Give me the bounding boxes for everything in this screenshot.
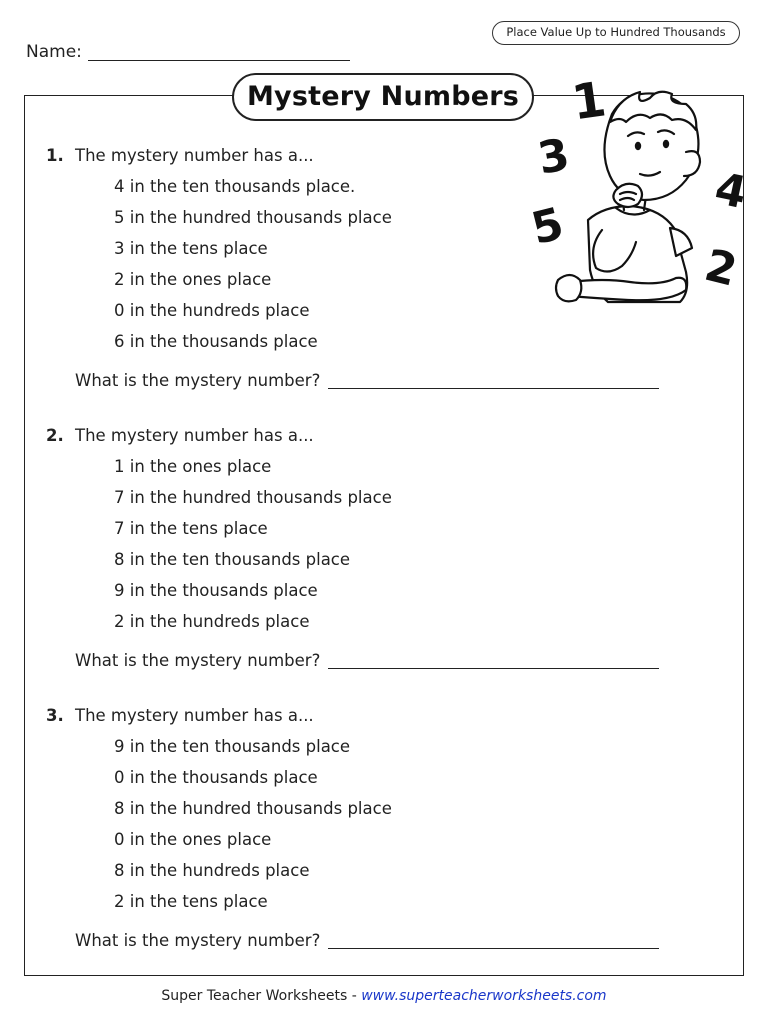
problem-number: 2. bbox=[46, 426, 64, 445]
name-label: Name: bbox=[26, 42, 82, 62]
problem-intro: The mystery number has a... bbox=[75, 146, 314, 165]
footer-text: Super Teacher Worksheets - bbox=[161, 988, 362, 1004]
clue: 2 in the hundreds place bbox=[114, 612, 310, 631]
clue: 0 in the hundreds place bbox=[114, 301, 310, 320]
worksheet-title: Mystery Numbers bbox=[232, 73, 534, 121]
clue: 0 in the thousands place bbox=[114, 768, 318, 787]
answer-prompt: What is the mystery number? bbox=[75, 651, 321, 670]
digit-three: 3 bbox=[534, 129, 574, 185]
thinking-kid-illustration bbox=[500, 70, 760, 320]
clue: 9 in the thousands place bbox=[114, 581, 318, 600]
clue: 3 in the tens place bbox=[114, 239, 268, 258]
digit-two: 2 bbox=[699, 239, 742, 297]
problem-number: 1. bbox=[46, 146, 64, 165]
problem-intro: The mystery number has a... bbox=[75, 426, 314, 445]
footer-link[interactable]: www.superteacherworksheets.com bbox=[361, 988, 607, 1004]
clue: 5 in the hundred thousands place bbox=[114, 208, 392, 227]
clue: 1 in the ones place bbox=[114, 457, 272, 476]
name-input-line[interactable] bbox=[88, 60, 350, 61]
clue: 0 in the ones place bbox=[114, 830, 272, 849]
problem-number: 3. bbox=[46, 706, 64, 725]
digit-one: 1 bbox=[568, 71, 610, 132]
answer-prompt: What is the mystery number? bbox=[75, 931, 321, 950]
answer-prompt: What is the mystery number? bbox=[75, 371, 321, 390]
digit-five: 5 bbox=[526, 198, 569, 256]
clue: 7 in the tens place bbox=[114, 519, 268, 538]
clue: 8 in the ten thousands place bbox=[114, 550, 351, 569]
clue: 2 in the ones place bbox=[114, 270, 272, 289]
answer-line[interactable] bbox=[328, 668, 659, 669]
clue: 6 in the thousands place bbox=[114, 332, 318, 351]
clue: 9 in the ten thousands place bbox=[114, 737, 351, 756]
problem-intro: The mystery number has a... bbox=[75, 706, 314, 725]
topic-badge: Place Value Up to Hundred Thousands bbox=[492, 21, 740, 45]
answer-line[interactable] bbox=[328, 948, 659, 949]
answer-line[interactable] bbox=[328, 388, 659, 389]
clue: 2 in the tens place bbox=[114, 892, 268, 911]
clue: 8 in the hundred thousands place bbox=[114, 799, 392, 818]
footer bbox=[0, 988, 768, 1004]
clue: 8 in the hundreds place bbox=[114, 861, 310, 880]
digit-four: 4 bbox=[710, 163, 751, 220]
clue: 7 in the hundred thousands place bbox=[114, 488, 392, 507]
clue: 4 in the ten thousands place. bbox=[114, 177, 356, 196]
